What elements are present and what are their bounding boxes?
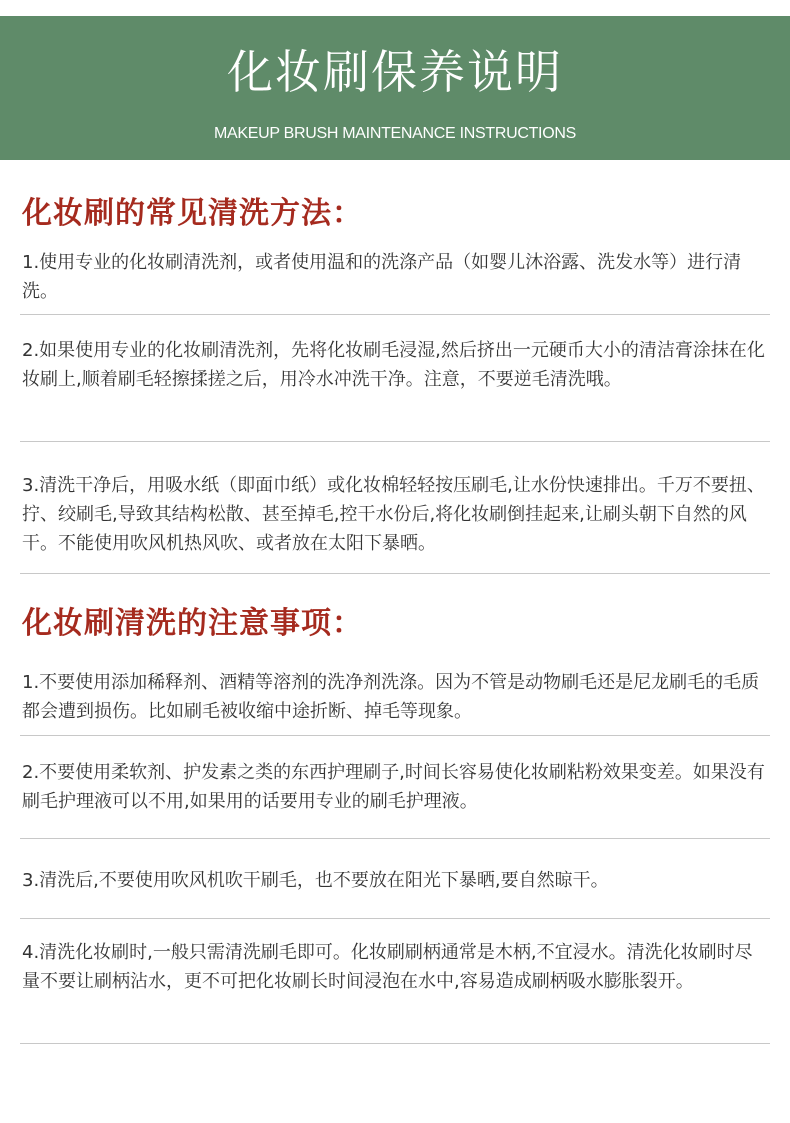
header-banner <box>0 16 790 160</box>
precaution-item-4: 4.清洗化妆刷时,一般只需清洗刷毛即可。化妆刷刷柄通常是木柄,不宜浸水。清洗化妆刷时尽量不要让刷柄沾水，更不可把化妆刷长时间浸泡在水中,容易造成刷柄吸水膨胀裂开。 <box>22 942 753 992</box>
cleaning-method-item-2: 2.如果使用专业的化妆刷清洗剂，先将化妆刷毛浸湿,然后挤出一元硬币大小的清洁膏涂抹在化妆刷上,顺着刷毛轻擦揉搓之后，用冷水冲洗干净。注意，不要逆毛清洗哦。 <box>22 340 765 390</box>
precaution-item-3: 3.清洗后,不要使用吹风机吹干刷毛，也不要放在阳光下暴晒,要自然晾干。 <box>22 870 609 891</box>
cleaning-method-item-1: 1.使用专业的化妆刷清洗剂，或者使用温和的洗涤产品（如婴儿沐浴露、洗发水等）进行清洗。 <box>22 252 742 302</box>
divider <box>20 573 770 574</box>
section-title-cleaning-methods: 化妆刷的常见清洗方法： <box>22 196 363 231</box>
divider <box>20 918 770 919</box>
precaution-item-1: 1.不要使用添加稀释剂、酒精等溶剂的洗净剂洗涤。因为不管是动物刷毛还是尼龙刷毛的毛质都会遭到损伤。比如刷毛被收缩中途折断、掉毛等现象。 <box>22 672 760 722</box>
section-title-precautions: 化妆刷清洗的注意事项： <box>22 606 363 641</box>
divider <box>20 735 770 736</box>
divider <box>20 838 770 839</box>
divider <box>20 1043 770 1044</box>
page-title: 化妆刷保养说明 <box>227 45 563 99</box>
divider <box>20 441 770 442</box>
cleaning-method-item-3: 3.清洗干净后，用吸水纸（即面巾纸）或化妆棉轻轻按压刷毛,让水份快速排出。千万不要扭、拧、绞刷毛,导致其结构松散、甚至掉毛,控干水份后,将化妆刷倒挂起来,让刷头朝下自然的风干。不能使用吹风机热风吹、或者放在太阳下暴晒。 <box>22 475 765 554</box>
page-subtitle: MAKEUP BRUSH MAINTENANCE INSTRUCTIONS <box>214 125 576 142</box>
precaution-item-2: 2.不要使用柔软剂、护发素之类的东西护理刷子,时间长容易使化妆刷粘粉效果变差。如果没有刷毛护理液可以不用,如果用的话要用专业的刷毛护理液。 <box>22 762 765 812</box>
divider <box>20 314 770 315</box>
